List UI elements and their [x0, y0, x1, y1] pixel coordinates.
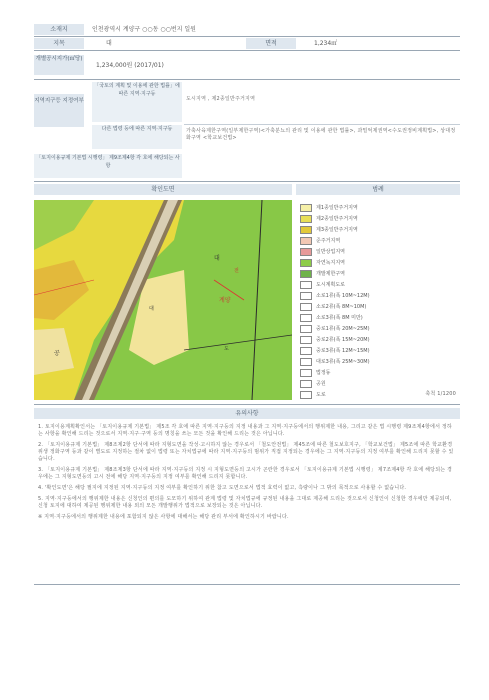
legend-label: 소로1류(폭 10M~12M)	[316, 293, 370, 299]
land-price-value: 1,234,000원 (2017/01)	[96, 62, 164, 69]
legend-label: 제2종일반주거지역	[316, 216, 358, 222]
legend-label: 준주거지역	[316, 238, 341, 244]
confirmation-map	[34, 200, 292, 400]
legend-item	[300, 202, 460, 213]
zone-sublabel-1: 「국토의 계획 및 이용에 관한 법률」에 따른 지역·지구등	[92, 82, 182, 122]
legend-swatch	[300, 215, 312, 223]
legend-item	[300, 312, 460, 323]
legend-item	[300, 213, 460, 224]
legend-label: 중로1류(폭 20M~25M)	[316, 326, 370, 332]
zone-sublabel-2: 다른 법령 등에 따른 지역·지구등	[92, 125, 182, 149]
map-label-1: 대	[214, 255, 220, 262]
legend-swatch	[300, 369, 312, 377]
legend-swatch	[300, 292, 312, 300]
legend-swatch	[300, 248, 312, 256]
area-label: 면적	[246, 38, 296, 49]
legend-label: 소로2류(폭 8M~10M)	[316, 304, 367, 310]
map-title: 확인도면	[34, 184, 292, 195]
zone-designation-label: 지역지구등 지정여부	[34, 94, 84, 127]
zone-line-1: 도시지역 , 제2종일반주거지역	[186, 96, 256, 102]
legend-item	[300, 378, 460, 389]
note-3: 3. 「토지이용규제 기본법」 제8조제3항 단서에 따라 지역·지구등의 지정 시 지형도면등의 고시가 곤란한 경우로서 「토지이용규제 기본법 시행령」 제7조제4항 각 호에 해당되는 경우에는 그 지형도면등의 고시 전에 해당 지역·지구등의 지정 여부를 확인해 드리지 못합니다.	[38, 467, 453, 480]
location-value: 인천광역시 계양구 ○○동 ○○번지 일원	[92, 26, 196, 33]
legend-swatch	[300, 237, 312, 245]
map-label-5: 대	[149, 306, 154, 312]
map-label-4: 도	[224, 346, 229, 352]
legend-swatch	[300, 281, 312, 289]
note-6: ※ 지역·지구등에서의 행위제한 내용에 포함되지 않은 사항에 대해서는 해당 관리 부서에 확인하시기 바랍니다.	[38, 514, 289, 520]
legend-swatch	[300, 325, 312, 333]
legend-item	[300, 290, 460, 301]
legend-label: 중로2류(폭 15M~20M)	[316, 337, 370, 343]
note-4: 4. '확인도면'은 해당 필지에 지정된 지역·지구등의 지정 여부를 확인하기 위한 참고 도면으로서 법적 효력이 없고, 측량이나 그 밖의 목적으로 사용할 수 없습니다.	[38, 485, 407, 491]
legend-label: 일반상업지역	[316, 249, 345, 255]
legend-swatch	[300, 259, 312, 267]
legend-label: 소로3류(폭 8M 미만)	[316, 315, 363, 321]
legend-item	[300, 367, 460, 378]
legend-swatch	[300, 204, 312, 212]
legend-item	[300, 334, 460, 345]
note-5: 5. 지역·지구등에서의 행위제한 내용은 신청인의 편의를 도모하기 위하여 관계 법령 및 자치법규에 규정된 내용을 그대로 제공해 드리는 것으로서 신청인이 신청한 경우에만 제공되며, 신청 토지에 대하여 제공된 행위제한 내용 외의 모든 개발행위가 법적으로 보장되는 것은 아닙니다.	[38, 496, 452, 509]
notes-title: 유의사항	[34, 408, 460, 419]
area-value: 1,234㎡	[314, 40, 338, 47]
legend-title: 범례	[296, 184, 460, 195]
legend-swatch	[300, 226, 312, 234]
legend-label: 자연녹지지역	[316, 260, 345, 266]
legend-swatch	[300, 303, 312, 311]
map-scale: 축척 1/1200	[425, 391, 456, 397]
legend-label: 법정동	[316, 370, 331, 376]
legend-item	[300, 257, 460, 268]
legend-label: 제3종일반주거지역	[316, 227, 358, 233]
note-1: 1. 토지이용계획확인서는 「토지이용규제 기본법」 제5조 각 호에 따른 지역·지구등의 지정 내용과 그 지역·지구등에서의 행위제한 내용, 그리고 같은 법 시행령 제9조제4항에서 정하는 사항을 확인해 드리는 것으로서 지역·지구·구역 등의 명칭을 쓰는 모든 것을 확인해 드리는 것은 아닙니다.	[38, 424, 452, 437]
legend-label: 도로	[316, 392, 326, 398]
legend-label: 중로3류(폭 12M~15M)	[316, 348, 370, 354]
legend-item	[300, 323, 460, 334]
map-label-2: 전	[234, 268, 239, 274]
land-price-label: 개별공시지가(㎡당)	[34, 55, 84, 75]
map-label-3: 공	[54, 350, 60, 357]
legend-label: 공원	[316, 381, 326, 387]
legend-label: 대로3류(폭 25M~30M)	[316, 359, 370, 365]
legend-item	[300, 301, 460, 312]
legend-item	[300, 224, 460, 235]
legend-swatch	[300, 358, 312, 366]
legend-item	[300, 268, 460, 279]
legend-list	[300, 202, 460, 400]
note-2: 2. 「토지이용규제 기본법」 제8조제2항 단서에 따라 지형도면을 작성·고시하지 않는 경우로서 「철도안전법」 제45조에 따른 철도보호지구, 「학교보건법」 제5조에 따른 학교환경위생 정화구역 등과 같이 별도로 지정하는 절차 없이 법령 또는 자치법규에 따라 지역·지구등의 범위가 직접 지정되는 경우에는 그 지역·지구등의 지정 여부를 확인해 드리지 못할 수 있습니다.	[38, 442, 454, 462]
zone-sublabel-3: 「토지이용규제 기본법 시행령」 제9조제4항 각 호에 해당되는 사항	[34, 154, 182, 178]
legend-item	[300, 246, 460, 257]
legend-item	[300, 279, 460, 290]
legend-panel	[300, 202, 460, 400]
legend-swatch	[300, 347, 312, 355]
legend-item	[300, 235, 460, 246]
land-category-label: 지목	[34, 38, 84, 49]
legend-swatch	[300, 314, 312, 322]
map-label-6: 계양	[219, 297, 231, 304]
legend-swatch	[300, 391, 312, 399]
legend-item	[300, 356, 460, 367]
land-category-value: 대	[106, 40, 112, 47]
legend-swatch	[300, 336, 312, 344]
legend-label: 제1종일반주거지역	[316, 205, 358, 211]
legend-swatch	[300, 270, 312, 278]
zone-line-2: 가축사육제한구역(일부제한구역)<가축분뇨의 관리 및 이용에 관한 법률>, 과밀억제권역<수도권정비계획법>, 상대정화구역 <학교보건법>	[186, 128, 456, 141]
notes-section	[38, 424, 456, 584]
legend-swatch	[300, 380, 312, 388]
legend-label: 도시계획도로	[316, 282, 345, 288]
zoning-map-svg	[34, 200, 292, 400]
location-label: 소재지	[34, 24, 84, 35]
legend-label: 개발제한구역	[316, 271, 345, 277]
legend-item	[300, 345, 460, 356]
land-use-certificate	[34, 24, 460, 584]
